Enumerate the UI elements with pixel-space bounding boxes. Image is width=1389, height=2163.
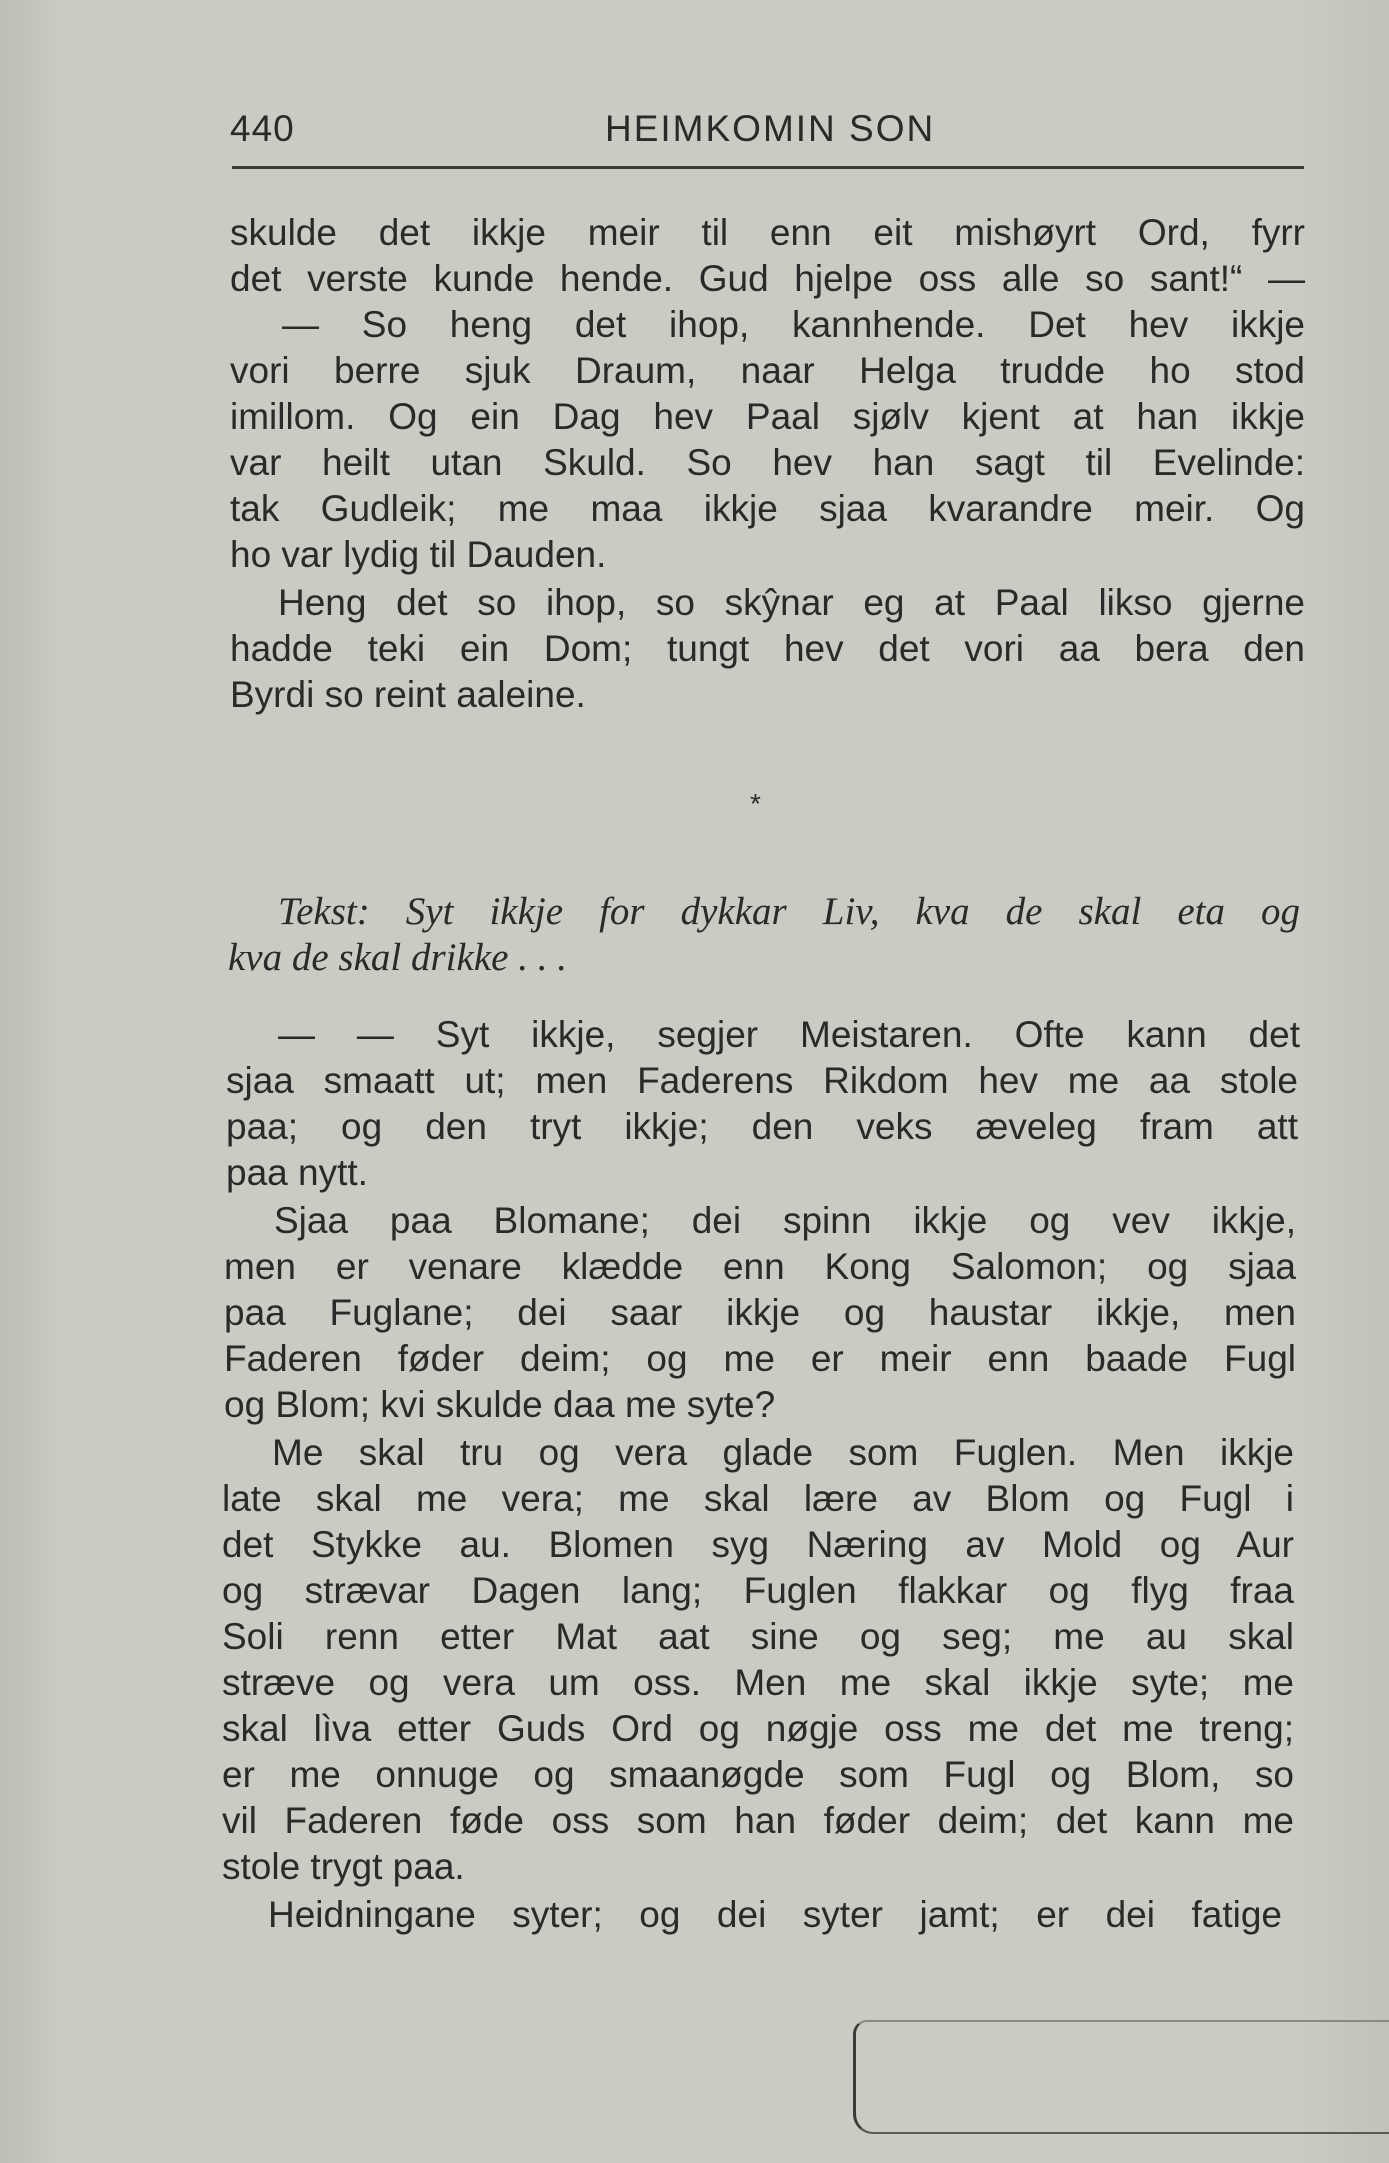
text-line: hadde teki ein Dom; tungt hev det vori aa bera den (230, 628, 1305, 669)
text-heading-line: Tekst: Syt ikkje for dykkar Liv, kva de skal eta og (278, 890, 1300, 933)
text-line: Heng det so ihop, so skŷnar eg at Paal likso gjerne (278, 582, 1305, 623)
scan-corner-mark (853, 2020, 1389, 2134)
text-line: imillom. Og ein Dag hev Paal sjølv kjent at han ikkje (230, 396, 1305, 437)
text-line: vori berre sjuk Draum, naar Helga trudde ho stod (230, 350, 1305, 391)
header-rule (232, 166, 1304, 169)
text-line: Sjaa paa Blomane; dei spinn ikkje og vev ikkje, (274, 1200, 1296, 1241)
text-line: Me skal tru og vera glade som Fuglen. Men ikkje (272, 1432, 1294, 1473)
text-line: late skal me vera; me skal lære av Blom og Fugl i (222, 1478, 1294, 1519)
text-line: det verste kunde hende. Gud hjelpe oss alle so sant!“ — (230, 258, 1305, 299)
text-line: var heilt utan Skuld. So hev han sagt til Evelinde: (230, 442, 1305, 483)
text-line: og strævar Dagen lang; Fuglen flakkar og flyg fraa (222, 1570, 1294, 1611)
text-line: og Blom; kvi skulde daa me syte? (224, 1384, 776, 1425)
text-line: — So heng det ihop, kannhende. Det hev ikkje (282, 304, 1305, 345)
text-line: tak Gudleik; me maa ikkje sjaa kvarandre meir. Og (230, 488, 1305, 529)
text-line: Byrdi so reint aaleine. (230, 674, 586, 715)
text-line: Soli renn etter Mat aat sine og seg; me au skal (222, 1616, 1294, 1657)
running-title: HEIMKOMIN SON (605, 108, 936, 149)
text-line: paa; og den tryt ikkje; den veks æveleg fram att (226, 1106, 1298, 1147)
page-header (230, 108, 1304, 158)
text-line: paa Fuglane; dei saar ikkje og haustar ikkje, men (224, 1292, 1296, 1333)
text-line: er me onnuge og smaanøgde som Fugl og Blom, so (222, 1754, 1294, 1795)
page-number: 440 (230, 108, 295, 149)
text-line: stræve og vera um oss. Men me skal ikkje syte; me (222, 1662, 1294, 1703)
text-line: — — Syt ikkje, segjer Meistaren. Ofte kann det (278, 1014, 1300, 1055)
text-line: vil Faderen føde oss som han føder deim; det kann me (222, 1800, 1294, 1841)
text-line: stole trygt paa. (222, 1846, 465, 1887)
section-separator: * (750, 788, 761, 819)
text-line: Faderen føder deim; og me er meir enn baade Fugl (224, 1338, 1296, 1379)
text-line: men er venare klædde enn Kong Salomon; og sjaa (224, 1246, 1296, 1287)
text-line: det Stykke au. Blomen syg Næring av Mold og Aur (222, 1524, 1294, 1565)
text-line: ho var lydig til Dauden. (230, 534, 607, 575)
text-heading-line: kva de skal drikke . . . (228, 936, 567, 979)
text-line: paa nytt. (226, 1152, 368, 1193)
text-line: skal lìva etter Guds Ord og nøgje oss me det me treng; (222, 1708, 1294, 1749)
text-line: skulde det ikkje meir til enn eit mishøyrt Ord, fyrr (230, 212, 1305, 253)
text-line: sjaa smaatt ut; men Faderens Rikdom hev me aa stole (226, 1060, 1298, 1101)
text-line: Heidningane syter; og dei syter jamt; er dei fatige (268, 1894, 1282, 1935)
